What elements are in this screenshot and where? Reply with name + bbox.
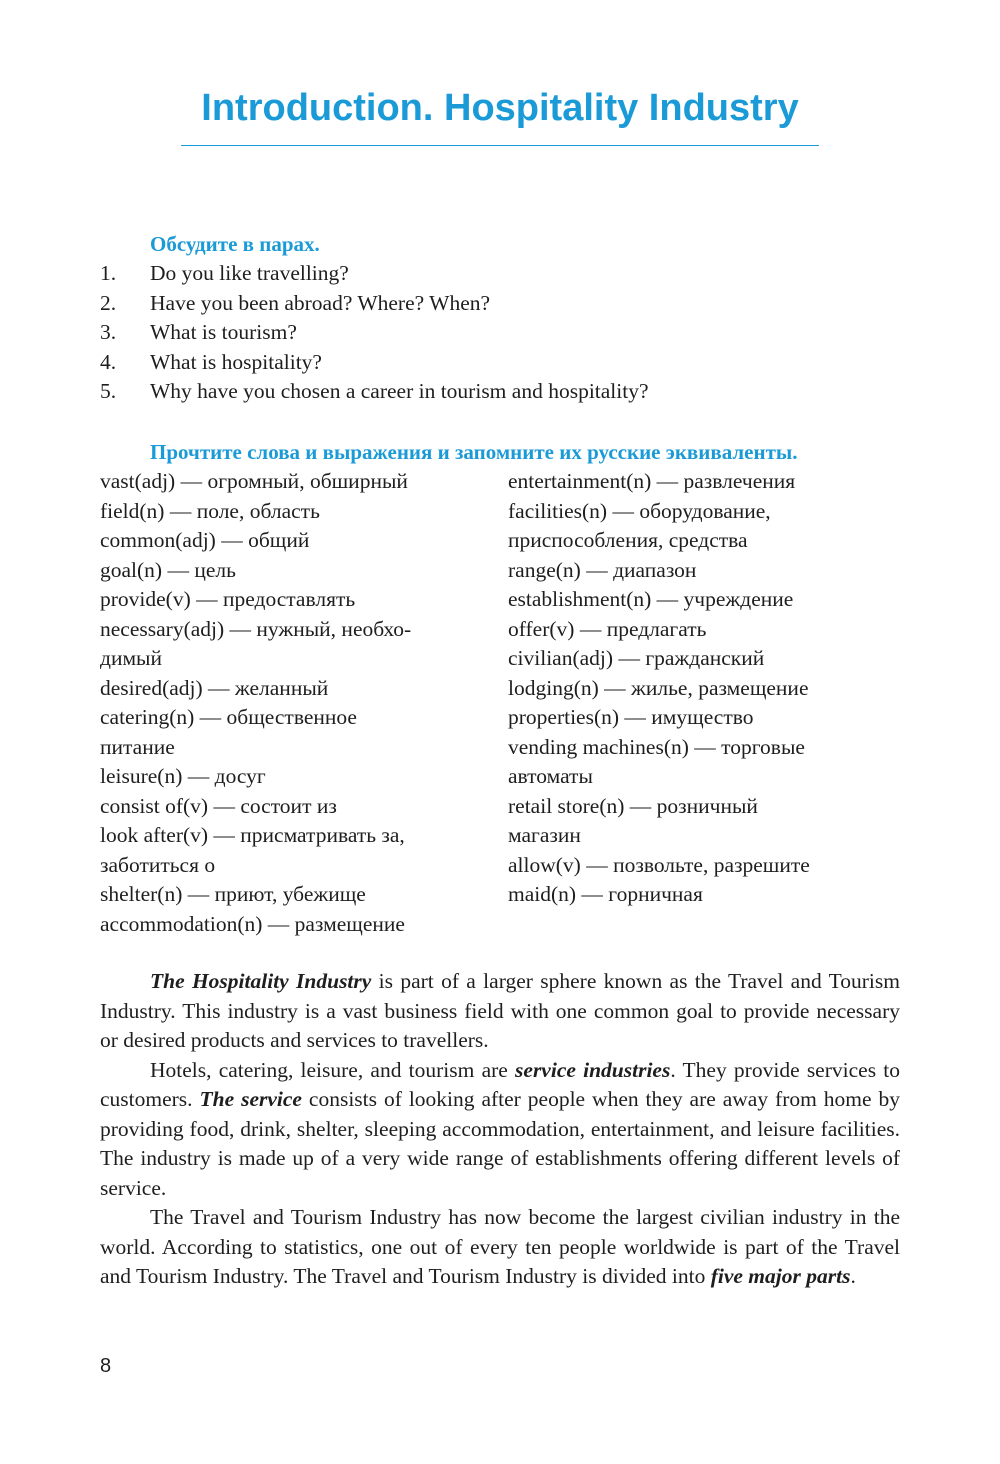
- title-divider: [181, 145, 819, 146]
- vocab-line: goal(n) — цель: [100, 557, 236, 582]
- paragraph: [100, 1056, 900, 1204]
- vocab-line: allow(v) — позвольте, разрешите: [508, 852, 810, 877]
- vocab-line: provide(v) — предоставлять: [100, 587, 356, 611]
- paragraph-text: .: [850, 1264, 856, 1288]
- vocab-line: заботиться о: [100, 852, 216, 877]
- vocab-line: питание: [100, 734, 175, 759]
- question-text: Do you like travelling?: [150, 261, 349, 285]
- question-item: [100, 318, 900, 348]
- vocab-line: магазин: [508, 823, 581, 847]
- vocab-line: lodging(n) — жилье, размещение: [508, 675, 809, 700]
- vocabulary-column-right: [508, 467, 908, 910]
- vocab-line: vast(adj) — огромный, обширный: [100, 469, 408, 493]
- paragraph-text: is part of a larger sphere known as the Travel and Tourism Industry. This industry is a vast business field with one common goal to provide necessary or desired products and services to travellers.: [100, 969, 900, 1052]
- discussion-heading: Обсудите в парах.: [150, 232, 320, 256]
- vocab-line: civilian(adj) — гражданский: [508, 646, 765, 670]
- vocab-line: shelter(n) — приют, убежище: [100, 882, 366, 906]
- vocab-line: properties(n) — имущество: [508, 705, 754, 729]
- vocab-line: vending machines(n) — торговые: [508, 734, 805, 759]
- vocab-line: common(adj) — общий: [100, 528, 310, 552]
- vocab-line: retail store(n) — розничный: [508, 793, 758, 818]
- emphasis: service industries: [515, 1057, 671, 1082]
- paragraph-text: The Travel and Tourism Industry has now become the largest civilian industry in the world. According to statistics, one out of every ten people worldwide is part of the Travel and Tourism Industry. The Travel and Tourism Industry is divided into: [100, 1205, 900, 1288]
- vocabulary-column-left: [100, 467, 490, 939]
- vocab-line: facilities(n) — оборудование,: [508, 498, 771, 523]
- vocab-line: entertainment(n) — развлечения: [508, 469, 796, 493]
- vocab-line: field(n) — поле, область: [100, 498, 320, 523]
- question-number: 3.: [100, 320, 117, 344]
- vocab-line: maid(n) — горничная: [508, 882, 703, 906]
- vocab-line: offer(v) — предлагать: [508, 616, 707, 641]
- question-text: Why have you chosen a career in tourism and hospitality?: [150, 379, 649, 403]
- question-text: What is tourism?: [150, 320, 297, 344]
- question-number: 2.: [100, 290, 117, 315]
- paragraph-text: consists of looking after people when they are away from home by providing food, drink, shelter, sleeping accommodation, entertainment, and leisure facilities. The industry is made up of a very wide range of establishments offering different levels of service.: [100, 1087, 900, 1200]
- question-item: [100, 377, 900, 407]
- page-number: 8: [100, 1355, 112, 1377]
- emphasis: The Hospitality Industry: [150, 969, 372, 993]
- page-title: Introduction. Hospitality Industry: [201, 87, 799, 129]
- vocab-line: catering(n) — общественное: [100, 705, 357, 729]
- vocab-line: accommodation(n) — размещение: [100, 911, 405, 936]
- vocab-line: desired(adj) — желанный: [100, 675, 329, 700]
- question-item: [100, 289, 900, 319]
- paragraph-text: . They provide services to customers.: [100, 1057, 900, 1111]
- reading-passage: [100, 967, 900, 1292]
- emphasis: The service: [199, 1087, 302, 1111]
- paragraph: [100, 967, 900, 1056]
- question-number: 4.: [100, 349, 117, 374]
- question-text: Have you been abroad? Where? When?: [150, 290, 491, 315]
- question-item: [100, 259, 900, 289]
- question-item: [100, 348, 900, 378]
- vocab-line: consist of(v) — состоит из: [100, 793, 337, 818]
- question-text: What is hospitality?: [150, 349, 322, 374]
- vocab-line: range(n) — диапазон: [508, 557, 697, 582]
- vocab-line: димый: [100, 646, 163, 670]
- vocab-line: автоматы: [508, 764, 593, 788]
- paragraph-text: Hotels, catering, leisure, and tourism are: [150, 1057, 516, 1082]
- vocabulary-heading: Прочтите слова и выражения и запомните их русские эквиваленты.: [150, 440, 798, 464]
- vocab-line: приспособления, средства: [508, 528, 748, 552]
- question-number: 5.: [100, 379, 117, 403]
- vocab-line: look after(v) — присматривать за,: [100, 823, 405, 847]
- vocab-line: leisure(n) — досуг: [100, 764, 266, 788]
- discussion-question-list: [100, 259, 900, 407]
- vocab-line: establishment(n) — учреждение: [508, 587, 794, 611]
- paragraph: [100, 1203, 900, 1292]
- emphasis: five major parts: [710, 1264, 851, 1288]
- question-number: 1.: [100, 261, 117, 285]
- vocab-line: necessary(adj) — нужный, необхо-: [100, 616, 412, 641]
